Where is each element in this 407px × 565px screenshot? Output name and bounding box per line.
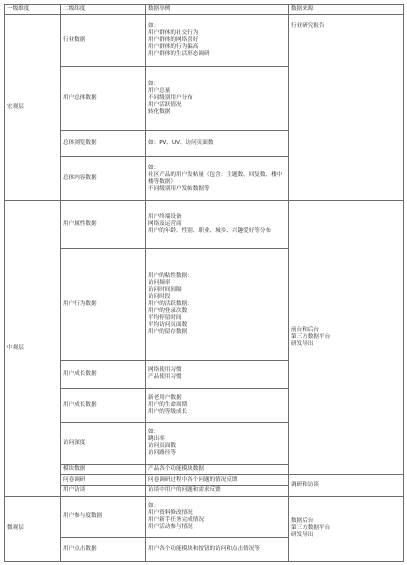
example-cell: 如： 社区产品的用户发帖量（包含：主题数、回复数、楼中楼等数据） 不同级别用户发帖数据等: [146, 157, 289, 201]
example-cell: 用户各个功能模块和按钮的访问和点击情况等: [146, 538, 289, 562]
example-cell: 问卷调研过程中各个问题的情况反馈: [146, 475, 289, 486]
example-cell: 如： 用户群体的社交行为 用户群体的网络喜好 用户群体的行为偏高 用户群体的生活形态调研: [146, 15, 289, 67]
level1-cell-micro: 微观层: [5, 496, 61, 561]
example-cell: 新老用户数据 用户的生命周期 用户的等级成长: [146, 388, 289, 422]
example-cell: 产品各个功能模块数据: [146, 464, 289, 475]
level2-cell: 用户成长数据: [61, 388, 146, 422]
level2-cell: 用户成长数据: [61, 360, 146, 388]
example-cell: 网络使用习惯 产品使用习惯: [146, 360, 289, 388]
example-cell: 用户终端设备 网络及运营商 用户的年龄、性别、职业、城乡、兴趣爱好等分布: [146, 201, 289, 249]
level1-cell-macro: 宏观层: [5, 15, 61, 201]
table-row: [5, 475, 404, 486]
example-cell: 如： 用户总量 不同级别用户分布 用户活跃情况 转化数据: [146, 67, 289, 130]
header-level1: 一级维度: [5, 5, 61, 15]
level2-cell: 用户访谈: [61, 485, 146, 496]
level2-cell: 模块数据: [61, 464, 146, 475]
level2-cell: 用户属性数据: [61, 201, 146, 249]
level2-cell: 行业数据: [61, 15, 146, 67]
table-row: [5, 496, 404, 538]
level2-cell: 问卷调研: [61, 475, 146, 486]
level2-cell: 总体浏览数据: [61, 130, 146, 157]
level2-cell: 用户点击数据: [61, 538, 146, 562]
level2-cell: 用户总体数据: [61, 67, 146, 130]
table-row: [5, 201, 404, 249]
header-examples: 数据举例: [146, 5, 289, 15]
source-cell-micro: 数据后台 第三方数据平台 研发导出: [289, 496, 404, 561]
example-cell: 访谈中用户的问题和需求反馈: [146, 485, 289, 496]
level2-cell: 访问深度: [61, 422, 146, 464]
data-dimension-table: [4, 4, 404, 562]
header-level2: 二级纬度: [61, 5, 146, 15]
example-cell: 如：PV、UV、访问页面数: [146, 130, 289, 157]
source-cell-research: 调研和访谈: [289, 475, 404, 496]
table-header-row: [5, 5, 404, 15]
example-cell: 如： 用户资料修改情况 用户新手任务完成情况 用户活动参与情况: [146, 496, 289, 538]
level1-cell-meso: 中观层: [5, 201, 61, 496]
example-cell: 如： 跳出率 访问页面数 访问路径等: [146, 422, 289, 464]
source-cell-meso: 前台和后台 第三方数据平台 研发导出: [289, 201, 404, 475]
level2-cell: 用户行为数据: [61, 249, 146, 360]
header-source: 数据来源: [289, 5, 404, 15]
level2-cell: 用户参与度数据: [61, 496, 146, 538]
source-cell-macro: 行业研究报告: [289, 15, 404, 201]
table-row: [5, 15, 404, 67]
example-cell: 用户的粘性数据： 访问频率 访问时间间隔 访问时段 用户的活跃数据： 用户的登录次数 平均停留时间 平均访问页面数 用户的留存数据: [146, 249, 289, 360]
level2-cell: 总体内容数据: [61, 157, 146, 201]
